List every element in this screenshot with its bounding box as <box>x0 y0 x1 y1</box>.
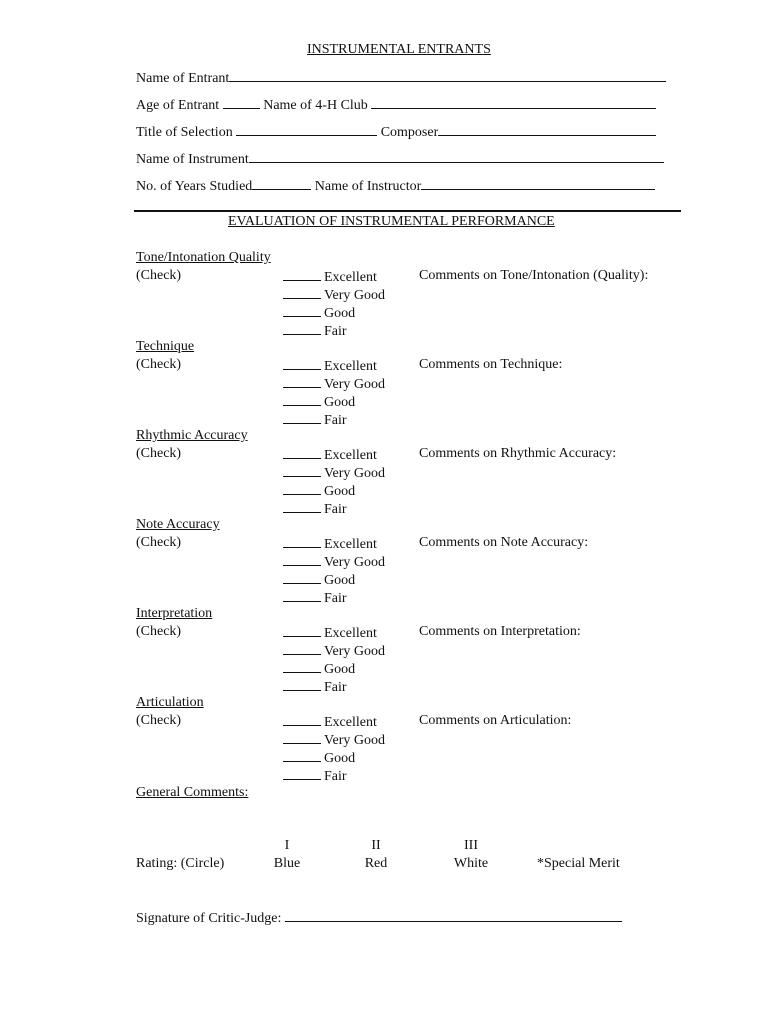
check-blank[interactable] <box>283 623 321 637</box>
option-label: Very Good <box>324 377 386 392</box>
note-accuracy-option-good <box>283 570 355 590</box>
name-of-club-field[interactable] <box>371 95 656 109</box>
interpretation-comments-label: Comments on Interpretation: <box>419 624 581 639</box>
check-blank[interactable] <box>283 481 321 495</box>
check-blank[interactable] <box>283 588 321 602</box>
interpretation-option-very-good <box>283 641 385 661</box>
rating-red[interactable]: Red <box>364 856 388 871</box>
general-comments-label: General Comments: <box>136 785 249 800</box>
articulation-option-very-good <box>283 730 385 750</box>
check-blank[interactable] <box>283 730 321 744</box>
tone-intonation-option-excellent <box>283 267 377 287</box>
signature-field[interactable] <box>285 908 622 922</box>
check-blank[interactable] <box>283 748 321 762</box>
rating-blue[interactable]: Blue <box>273 856 301 871</box>
option-label: Good <box>324 395 356 410</box>
check-blank[interactable] <box>283 499 321 513</box>
technique-check-label: (Check) <box>136 357 182 372</box>
check-blank[interactable] <box>283 321 321 335</box>
option-label: Good <box>324 484 356 499</box>
check-blank[interactable] <box>283 356 321 370</box>
articulation-comments-label: Comments on Articulation: <box>419 713 572 728</box>
option-label: Fair <box>324 769 347 784</box>
years-instructor-row <box>136 176 655 196</box>
articulation-heading: Articulation <box>136 695 204 710</box>
check-blank[interactable] <box>283 570 321 584</box>
name-of-instrument-field[interactable] <box>249 149 664 163</box>
check-blank[interactable] <box>283 267 321 281</box>
tone-intonation-check-label: (Check) <box>136 268 182 283</box>
option-label: Good <box>324 662 356 677</box>
title-of-selection-field[interactable] <box>236 122 377 136</box>
age-of-entrant-field[interactable] <box>223 95 260 109</box>
articulation-option-fair <box>283 766 347 786</box>
name-of-entrant-field[interactable] <box>229 68 666 82</box>
check-blank[interactable] <box>283 445 321 459</box>
interpretation-check-label: (Check) <box>136 624 182 639</box>
interpretation-option-good <box>283 659 355 679</box>
technique-option-good <box>283 392 355 412</box>
section-divider <box>134 210 681 212</box>
option-label: Excellent <box>324 537 377 552</box>
rhythmic-accuracy-comments-label: Comments on Rhythmic Accuracy: <box>419 446 617 461</box>
name-of-instrument-label: Name of Instrument <box>136 152 249 167</box>
composer-label: Composer <box>380 125 439 140</box>
rating-label: Rating: (Circle) <box>136 856 225 871</box>
name-of-entrant-label: Name of Entrant <box>136 71 230 86</box>
note-accuracy-heading: Note Accuracy <box>136 517 220 532</box>
rhythmic-accuracy-option-good <box>283 481 355 501</box>
interpretation-heading: Interpretation <box>136 606 213 621</box>
articulation-check-label: (Check) <box>136 713 182 728</box>
rhythmic-accuracy-check-label: (Check) <box>136 446 182 461</box>
tone-intonation-option-very-good <box>283 285 385 305</box>
name-of-instructor-label: Name of Instructor <box>314 179 422 194</box>
name-of-instructor-field[interactable] <box>421 176 655 190</box>
note-accuracy-option-fair <box>283 588 347 608</box>
option-label: Excellent <box>324 270 377 285</box>
rhythmic-accuracy-heading: Rhythmic Accuracy <box>136 428 248 443</box>
age-club-row <box>136 95 656 115</box>
check-blank[interactable] <box>283 410 321 424</box>
rhythmic-accuracy-option-very-good <box>283 463 385 483</box>
option-label: Fair <box>324 413 347 428</box>
note-accuracy-check-label: (Check) <box>136 535 182 550</box>
technique-option-very-good <box>283 374 385 394</box>
option-label: Very Good <box>324 466 386 481</box>
check-blank[interactable] <box>283 303 321 317</box>
rating-numeral-3: III <box>464 838 478 853</box>
check-blank[interactable] <box>283 659 321 673</box>
name-of-club-label: Name of 4-H Club <box>263 98 368 113</box>
option-label: Excellent <box>324 626 377 641</box>
tone-intonation-option-fair <box>283 321 347 341</box>
technique-heading: Technique <box>136 339 195 354</box>
option-label: Fair <box>324 324 347 339</box>
tone-intonation-comments-label: Comments on Tone/Intonation (Quality): <box>419 268 649 283</box>
technique-option-excellent <box>283 356 377 376</box>
check-blank[interactable] <box>283 712 321 726</box>
signature-label: Signature of Critic-Judge: <box>136 911 282 926</box>
note-accuracy-option-very-good <box>283 552 385 572</box>
check-blank[interactable] <box>283 766 321 780</box>
check-blank[interactable] <box>283 641 321 655</box>
option-label: Good <box>324 751 356 766</box>
check-blank[interactable] <box>283 285 321 299</box>
check-blank[interactable] <box>283 463 321 477</box>
option-label: Fair <box>324 591 347 606</box>
tone-intonation-option-good <box>283 303 355 323</box>
check-blank[interactable] <box>283 677 321 691</box>
technique-option-fair <box>283 410 347 430</box>
note-accuracy-comments-label: Comments on Note Accuracy: <box>419 535 589 550</box>
option-label: Excellent <box>324 359 377 374</box>
rating-numeral-1: I <box>284 838 290 853</box>
option-label: Fair <box>324 680 347 695</box>
rating-numeral-2: II <box>371 838 381 853</box>
check-blank[interactable] <box>283 552 321 566</box>
option-label: Very Good <box>324 288 386 303</box>
technique-comments-label: Comments on Technique: <box>419 357 563 372</box>
option-label: Good <box>324 573 356 588</box>
signature-row <box>136 908 622 928</box>
years-studied-field[interactable] <box>252 176 311 190</box>
composer-field[interactable] <box>438 122 656 136</box>
option-label: Good <box>324 306 356 321</box>
check-blank[interactable] <box>283 374 321 388</box>
articulation-option-good <box>283 748 355 768</box>
articulation-option-excellent <box>283 712 377 732</box>
name-of-entrant-row <box>136 68 666 88</box>
option-label: Very Good <box>324 644 386 659</box>
interpretation-option-fair <box>283 677 347 697</box>
age-of-entrant-label: Age of Entrant <box>136 98 220 113</box>
rating-white[interactable]: White <box>453 856 489 871</box>
rating-special-merit[interactable]: *Special Merit <box>537 856 620 871</box>
form-title: INSTRUMENTAL ENTRANTS <box>307 42 491 57</box>
option-label: Very Good <box>324 555 386 570</box>
rhythmic-accuracy-option-fair <box>283 499 347 519</box>
rhythmic-accuracy-option-excellent <box>283 445 377 465</box>
name-of-instrument-row <box>136 149 664 169</box>
check-blank[interactable] <box>283 534 321 548</box>
option-label: Excellent <box>324 715 377 730</box>
option-label: Very Good <box>324 733 386 748</box>
years-studied-label: No. of Years Studied <box>136 179 253 194</box>
check-blank[interactable] <box>283 392 321 406</box>
option-label: Fair <box>324 502 347 517</box>
evaluation-title: EVALUATION OF INSTRUMENTAL PERFORMANCE <box>228 214 555 229</box>
option-label: Excellent <box>324 448 377 463</box>
interpretation-option-excellent <box>283 623 377 643</box>
note-accuracy-option-excellent <box>283 534 377 554</box>
tone-intonation-heading: Tone/Intonation Quality <box>136 250 271 265</box>
selection-composer-row <box>136 122 656 142</box>
title-of-selection-label: Title of Selection <box>136 125 233 140</box>
